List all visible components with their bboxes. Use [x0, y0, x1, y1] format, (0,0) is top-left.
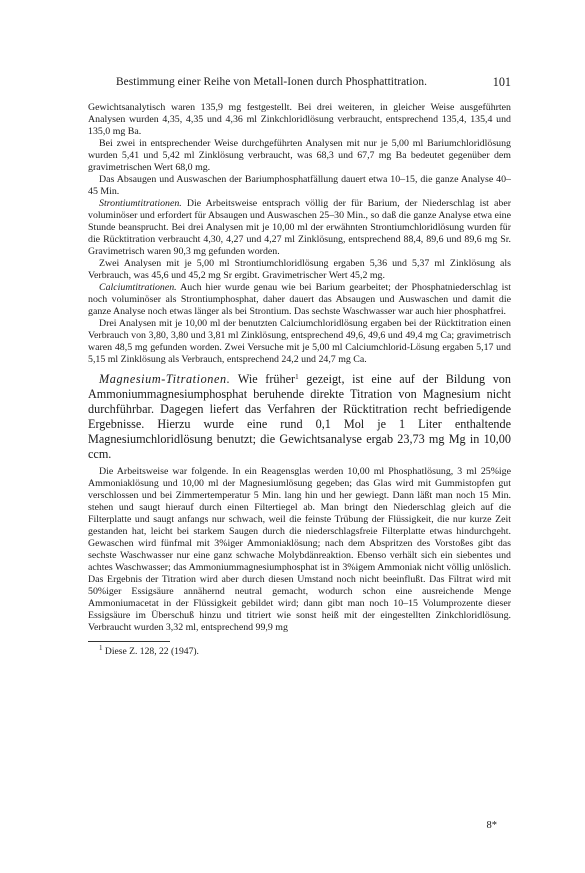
strontium-section — [88, 198, 511, 282]
running-header — [88, 76, 511, 92]
paragraph — [88, 198, 511, 258]
paragraph: Zwei Analysen mit je 5,00 ml Strontiumchloridlösung ergaben 5,36 und 5,37 ml Zinklösung als Verbrauch, was 45,6 und 45,2 mg Sr ergibt. Gravimetrischer Wert 45,2 mg. — [88, 258, 511, 281]
paragraph: Das Absaugen und Auswaschen der Bariumphosphatfällung dauert etwa 10–15, die ganze Analyse 40–45 Min. — [88, 174, 511, 197]
footnote-rule — [88, 641, 170, 642]
section-heading: Strontiumtitrationen. — [99, 198, 182, 209]
calcium-section — [88, 282, 511, 366]
signature-mark: 8* — [486, 820, 497, 831]
barium-continuation — [88, 102, 511, 198]
paragraph: Drei Analysen mit je 10,00 ml der benutzten Calciumchloridlösung ergaben bei der Rücktitration einen Verbrauch von 3,80, 3,80 und 3,81 ml Zinklösung, entsprechend 49,6, 49,6 und 49,4 mg Ca; gravimetrisch waren 48,5 mg gefunden worden. Zwei Versuche mit je 5,00 ml Calciumchlorid-Lösung ergaben 5,17 und 5,15 ml Zinklösung als Verbrauch, entsprechend 24,2 und 24,7 mg Ca. — [88, 318, 511, 365]
paragraph-text: Wie früher — [237, 372, 296, 386]
section-heading: Calciumtitrationen. — [99, 282, 177, 293]
page-number: 101 — [492, 75, 511, 89]
magnesium-section — [88, 372, 511, 462]
paragraph-text: Auch hier wurde genau wie bei Barium gearbeitet; der Phosphatniederschlag ist noch voluminöser als Strontiumphosphat, daher dauert das Absaugen und Auswaschen und damit die ganze Analyse noch etwas länger als bei Strontium. Das sechste Waschwasser war auch hier phosphatfrei. — [88, 282, 511, 317]
section-heading: Magnesium-Titrationen. — [99, 372, 231, 386]
paragraph-text: Die Arbeitsweise entsprach völlig der für Barium, der Niederschlag ist aber voluminöser und erfordert für Absaugen und Auswaschen 25–30 Min., so daß die ganze Analyse etwa eine Stunde beansprucht. Bei drei Analysen mit je 10,00 ml der erwähnten Strontiumchloridlösung wurden für die Rücktitration verbraucht 4,30, 4,27 und 4,27 ml Zinklösung, entsprechend 88,4, 89,6 und 89,6 mg Sr. Gravimetrisch waren 90,3 mg gefunden worden. — [88, 198, 511, 257]
page-body — [88, 102, 511, 658]
paragraph: Gewichtsanalytisch waren 135,9 mg festgestellt. Bei drei weiteren, in gleicher Weise ausgeführten Analysen wurden 4,35, 4,35 und 4,36 ml Zinkchloridlösung verbraucht, entsprechend 135,4, 135,4 und 135,0 mg Ba. — [88, 102, 511, 137]
paragraph: Bei zwei in entsprechender Weise durchgeführten Analysen mit nur je 5,00 ml Bariumchloridlösung wurden 5,41 und 5,42 ml Zinklösung verbraucht, was 68,3 und 67,7 mg Ba bedeutet gegenüber dem gravimetrischen Wert 68,0 mg. — [88, 138, 511, 173]
footnote — [88, 646, 511, 658]
footnote-reference[interactable]: 1 — [295, 373, 299, 381]
footnote-mark: 1 — [99, 644, 103, 652]
paragraph: Die Arbeitsweise war folgende. In ein Reagensglas werden 10,00 ml Phosphatlösung, 3 ml 25%ige Ammoniaklösung und 10,00 ml der Magnesiumlösung gegeben; das Glas wird mit Gummistopfen gut verschlossen und bei Zimmertemperatur 5 Min. lang hin und her gewiegt. Dann läßt man noch 15 Min. stehen und saugt hierauf durch einen Filtertiegel ab. Man bringt den Niederschlag gleich auf die Filterplatte und saugt anfangs nur schwach, weil die feinste Trübung der Flüssigkeit, die nur kurze Zeit gestanden hat, leicht bei starkem Saugen durch die niederschlagsfreie Filterplatte etwas hindurchgeht. Gewaschen wird fünfmal mit 3%iger Ammoniaklösung; nach dem Abspritzen des Vorstoßes gibt das sechste Waschwasser nur eine ganz schwache Molybdänreaktion. Ebenso verhält sich ein siebentes und achtes Waschwasser; das Ammoniummagnesiumphosphat ist in 3%igem Ammoniak nicht völlig unlöslich. Das Ergebnis der Titration wird aber durch diesen Umstand noch nicht beeinflußt. Das Filtrat wird mit 50%iger Essigsäure annähernd neutral gemacht, wodurch schon eine ausreichende Menge Ammoniumacetat in der Flüssigkeit gebildet wird; dann gibt man noch 10–15 Volumprozente dieser Essigsäure im Überschuß hinzu und titriert wie sonst heiß mit der eingestellten Zinkchloridlösung. Verbraucht wurden 3,32 ml, entsprechend 99,9 mg — [88, 466, 511, 633]
paragraph — [88, 372, 511, 462]
paragraph — [88, 282, 511, 318]
paragraph-text: gezeigt, ist eine auf der Bildung von Ammoniummagnesiumphosphat beruhende direkte Titration von Magnesium nicht durchführbar. Dagegen liefert das Verfahren der Rücktitration recht befriedigende Ergebnisse. Hierzu wurde eine rund 0,1 Mol je 1 Liter enthaltende Magnesiumchloridlösung benutzt; die Gewichtsanalyse ergab 23,73 mg Mg in 10,00 ccm. — [88, 372, 511, 461]
running-title: Bestimmung einer Reihe von Metall-Ionen durch Phosphattitration. — [116, 76, 428, 88]
magnesium-procedure — [88, 466, 511, 634]
footnote-text: Diese Z. 128, 22 (1947). — [104, 646, 199, 657]
